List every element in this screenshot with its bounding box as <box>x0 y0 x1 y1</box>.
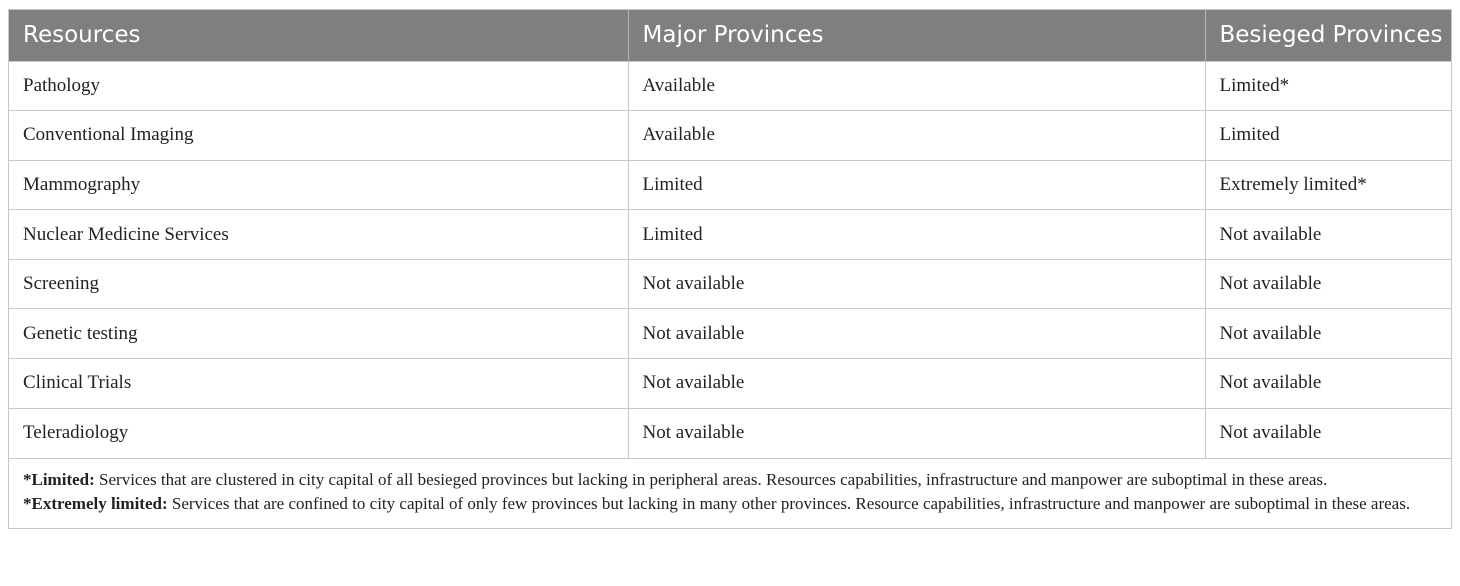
cell-resource: Nuclear Medicine Services <box>9 210 628 260</box>
cell-besieged: Limited <box>1205 111 1451 161</box>
cell-major: Not available <box>628 408 1205 458</box>
table-row <box>9 111 1451 161</box>
table-row <box>9 359 1451 409</box>
cell-major: Available <box>628 111 1205 161</box>
cell-major: Limited <box>628 160 1205 210</box>
cell-major: Available <box>628 61 1205 111</box>
column-header-besieged-provinces: Besieged Provinces <box>1205 10 1451 61</box>
cell-major: Not available <box>628 259 1205 309</box>
cell-besieged: Extremely limited* <box>1205 160 1451 210</box>
footnote-limited <box>23 468 1437 492</box>
table-row <box>9 259 1451 309</box>
column-header-major-provinces: Major Provinces <box>628 10 1205 61</box>
footnote-term: *Limited: <box>23 469 95 489</box>
cell-resource: Clinical Trials <box>9 359 628 409</box>
table-row <box>9 61 1451 111</box>
cell-resource: Genetic testing <box>9 309 628 359</box>
table-footnotes <box>9 458 1451 528</box>
cell-besieged: Limited* <box>1205 61 1451 111</box>
cell-major: Not available <box>628 309 1205 359</box>
table-header-row <box>9 10 1451 61</box>
resources-table-container <box>8 9 1452 529</box>
cell-resource: Pathology <box>9 61 628 111</box>
column-header-resources: Resources <box>9 10 628 61</box>
cell-besieged: Not available <box>1205 359 1451 409</box>
cell-major: Not available <box>628 359 1205 409</box>
table-row <box>9 309 1451 359</box>
table-row <box>9 160 1451 210</box>
cell-besieged: Not available <box>1205 309 1451 359</box>
footnote-extremely-limited <box>23 492 1437 516</box>
cell-resource: Conventional Imaging <box>9 111 628 161</box>
cell-resource: Teleradiology <box>9 408 628 458</box>
cell-besieged: Not available <box>1205 210 1451 260</box>
table-row <box>9 210 1451 260</box>
cell-besieged: Not available <box>1205 259 1451 309</box>
footnote-term: *Extremely limited: <box>23 493 168 513</box>
cell-besieged: Not available <box>1205 408 1451 458</box>
footnote-text: Services that are clustered in city capital of all besieged provinces but lacking in peripheral areas. Resources capabilities, infrastructure and manpower are suboptimal in these areas. <box>94 469 1328 489</box>
cell-major: Limited <box>628 210 1205 260</box>
cell-resource: Screening <box>9 259 628 309</box>
table-row <box>9 408 1451 458</box>
cell-resource: Mammography <box>9 160 628 210</box>
resources-table <box>9 10 1451 458</box>
footnote-text: Services that are confined to city capital of only few provinces but lacking in many other provinces. Resource capabilities, infrastructure and manpower are suboptimal in these areas. <box>167 493 1411 513</box>
